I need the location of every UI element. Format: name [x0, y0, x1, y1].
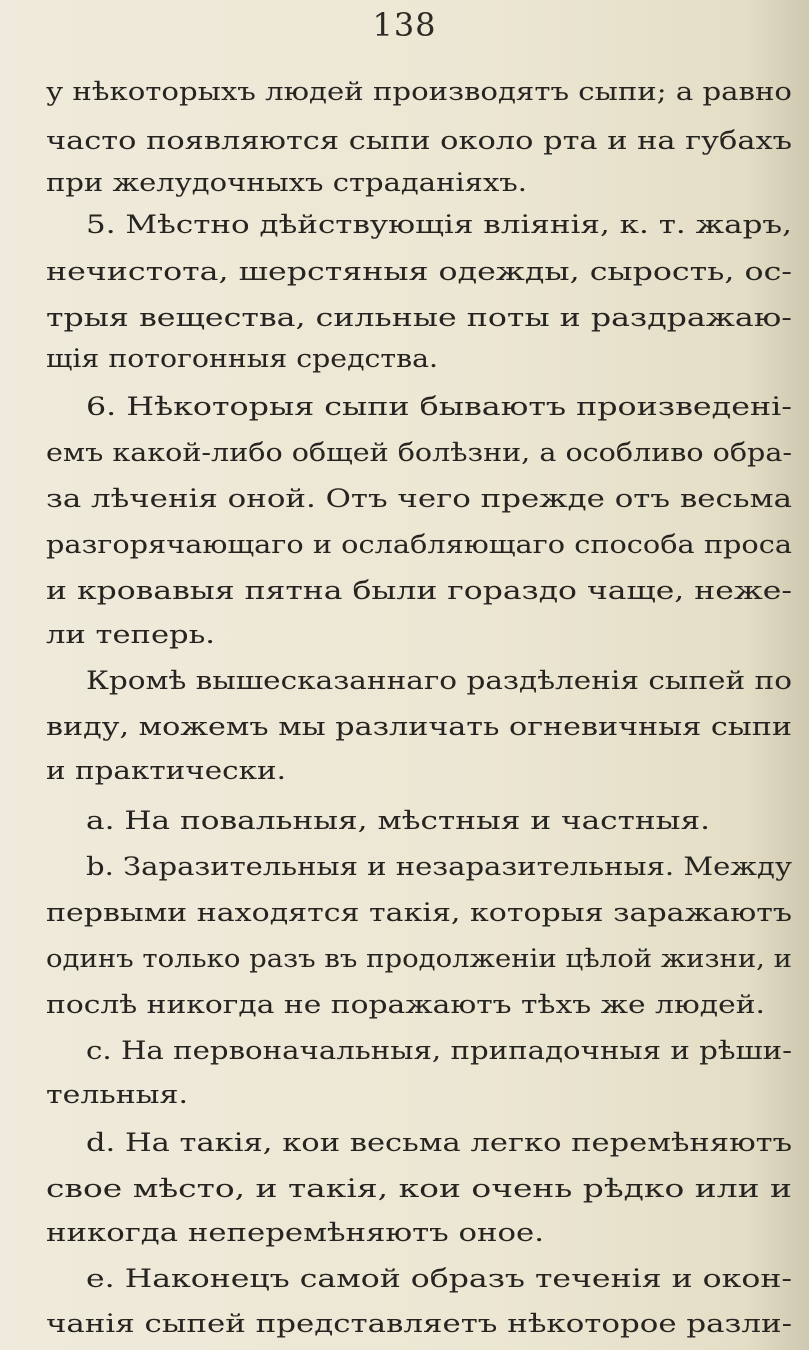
line-text: трыя вещества, сильные поты и раздражаю-	[46, 303, 792, 332]
line-text: первыми находятся такiя, которыя заражаютъ	[46, 898, 792, 927]
line-text: разгорячающаго и ослабляющаго способа проса	[46, 530, 793, 559]
line-text: за лѣченiя оной. Отъ чего прежде отъ весьма	[46, 484, 792, 513]
text-line	[0, 806, 809, 836]
text-line	[0, 303, 809, 333]
text-line	[0, 1218, 809, 1248]
line-text: виду, можемъ мы различать огневичныя сыпи	[46, 712, 792, 741]
text-line	[0, 1128, 809, 1158]
line-text: послѣ никогда не поражаютъ тѣхъ же людей.	[46, 990, 765, 1019]
text-line	[0, 944, 809, 974]
line-text: щiя потогонныя средства.	[46, 344, 439, 373]
line-text: нечистота, шерстяныя одежды, сырость, ос-	[46, 257, 792, 286]
text-line	[0, 620, 809, 650]
line-text: емъ какой-либо общей болѣзни, а особливо обра-	[46, 438, 793, 467]
text-line	[0, 1036, 809, 1066]
line-text: e. Наконецъ самой образъ теченiя и окон-	[86, 1264, 793, 1293]
line-text: 5. Мѣстно дѣйствующiя влiянiя, к. т. жаръ,	[86, 210, 792, 239]
line-text: 6. Нѣкоторыя сыпи бываютъ произведенi-	[86, 392, 792, 421]
text-line	[0, 666, 809, 696]
line-text: c. На первоначальныя, припадочныя и рѣши-	[86, 1036, 793, 1065]
line-text: часто появляются сыпи около рта и на губахъ	[46, 126, 793, 155]
text-line	[0, 392, 809, 422]
text-line	[0, 530, 809, 560]
text-line	[0, 756, 809, 786]
text-line	[0, 126, 809, 156]
text-line	[0, 344, 809, 374]
page-number: 138	[372, 6, 437, 44]
line-text: и кровавыя пятна были гораздо чаще, неже-	[46, 576, 792, 605]
line-text: Кромѣ вышесказаннаго раздѣленiя сыпей по	[86, 666, 792, 695]
text-line	[0, 77, 809, 107]
text-line	[0, 438, 809, 468]
line-text: при желудочныхъ страданiяхъ.	[46, 168, 527, 197]
text-line	[0, 852, 809, 882]
line-text: свое мѣсто, и такiя, кои очень рѣдко или и	[46, 1174, 792, 1203]
text-line	[0, 257, 809, 287]
text-line	[0, 1080, 809, 1110]
line-text: чанiя сыпей представляетъ нѣкоторое разли-	[46, 1309, 793, 1338]
line-text: тельныя.	[46, 1080, 189, 1109]
text-line	[0, 898, 809, 928]
line-text: a. На повальныя, мѣстныя и частныя.	[86, 806, 711, 835]
text-line	[0, 1309, 809, 1339]
text-line	[0, 712, 809, 742]
line-text: ли теперь.	[46, 620, 216, 649]
text-line	[0, 484, 809, 514]
text-line	[0, 990, 809, 1020]
line-text: одинъ только разъ въ продолженiи цѣлой жизни, и	[46, 944, 792, 973]
line-text: у нѣкоторыхъ людей производятъ сыпи; а равно	[46, 77, 792, 106]
text-line	[0, 168, 809, 198]
line-text: никогда неперемѣняютъ оное.	[46, 1218, 544, 1247]
line-text: d. На такiя, кои весьма легко перемѣняютъ	[86, 1128, 793, 1157]
text-line	[0, 210, 809, 240]
text-line	[0, 576, 809, 606]
text-line	[0, 1264, 809, 1294]
text-line	[0, 1174, 809, 1204]
line-text: b. Заразительныя и незаразительныя. Между	[86, 852, 793, 881]
line-text: и практически.	[46, 756, 287, 785]
